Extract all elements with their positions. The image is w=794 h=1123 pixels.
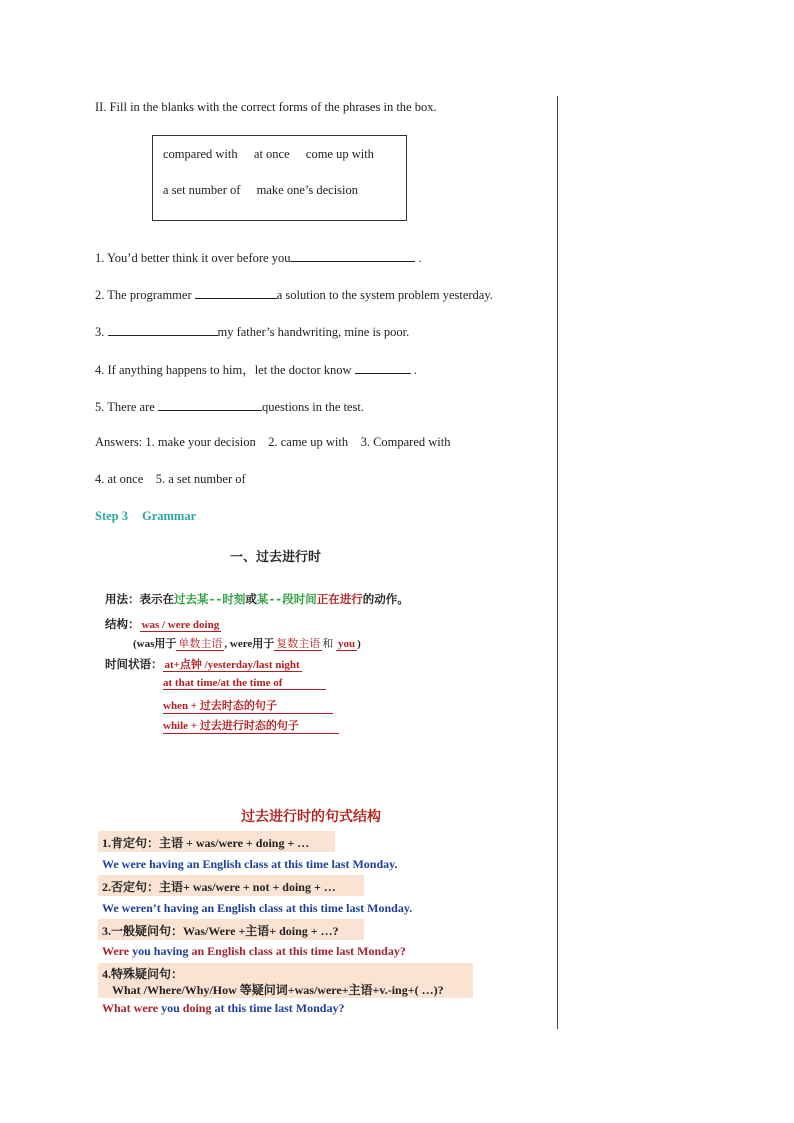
- question-4: 4. If anything happens to him，let the doctor know .: [95, 363, 417, 377]
- structure-note: (was用于 单数主语 , were用于 复数主语 和 you ): [133, 637, 361, 650]
- phrase-row-1: [163, 147, 374, 162]
- answers-line-2: 4. at once 5. a set number of: [95, 472, 246, 486]
- answer-blank[interactable]: [195, 286, 277, 299]
- affirmative-example: We were having an English class at this time last Monday.: [102, 857, 398, 871]
- grammar-title: 一、过去进行时: [230, 550, 322, 565]
- phrase-row-2: [163, 183, 358, 198]
- step-heading: Step 3 Grammar: [95, 509, 197, 523]
- negative-rule: 2.否定句：主语+ was/were + not + doing + …: [102, 880, 336, 894]
- exercise-heading: II. Fill in the blanks with the correct forms of the phrases in the box.: [95, 100, 437, 114]
- special-question-example: What were you doing at this time last Monday?: [102, 1001, 345, 1015]
- phrase-item: a set number of: [163, 183, 241, 197]
- time-adverbial-item: at that time/at the time of: [163, 677, 326, 690]
- affirmative-rule: 1.肯定句：主语 + was/were + doing + …: [102, 836, 310, 850]
- sentence-patterns-title: 过去进行时的句式结构: [241, 809, 381, 825]
- answers-line-1: Answers: 1. make your decision 2. came up with 3. Compared with: [95, 435, 451, 449]
- negative-example: We weren’t having an English class at this time last Monday.: [102, 901, 413, 915]
- question-example: Were you having an English class at this time last Monday?: [102, 944, 406, 958]
- answer-blank[interactable]: [108, 323, 218, 336]
- usage-line: 用法：表示在过去某--时刻或某--段时间正在进行的动作。: [105, 592, 409, 606]
- phrase-item: come up with: [305, 147, 374, 161]
- phrase-item: compared with: [163, 147, 238, 161]
- structure-line: 结构： was / were doing: [105, 617, 220, 631]
- phrase-item: at once: [253, 147, 290, 161]
- phrase-box: [152, 135, 407, 221]
- question-3: 3. my father’s handwriting, mine is poor.: [95, 325, 410, 339]
- answer-blank[interactable]: [355, 361, 411, 374]
- question-5: 5. There are questions in the test.: [95, 400, 365, 414]
- question-2: 2. The programmer a solution to the system problem yesterday.: [95, 288, 493, 302]
- phrase-item: make one’s decision: [256, 183, 359, 197]
- special-question-detail: What /Where/Why/How 等疑问词+was/were+主语+v.-ing+( …)?: [112, 983, 444, 997]
- question-1: 1. You’d better think it over before you .: [95, 251, 422, 265]
- column-divider: [557, 96, 558, 1029]
- answer-blank[interactable]: [158, 398, 262, 411]
- time-adverbial-line: 时间状语： at+点钟 /yesterday/last night: [105, 657, 300, 671]
- time-adverbial-item: when + 过去时态的句子: [163, 697, 333, 714]
- answer-blank[interactable]: [290, 249, 415, 262]
- time-adverbial-item: while + 过去进行时态的句子: [163, 717, 339, 734]
- question-rule: 3.一般疑问句：Was/Were +主语+ doing + …?: [102, 924, 339, 938]
- special-question-rule: 4.特殊疑问句：: [102, 967, 184, 981]
